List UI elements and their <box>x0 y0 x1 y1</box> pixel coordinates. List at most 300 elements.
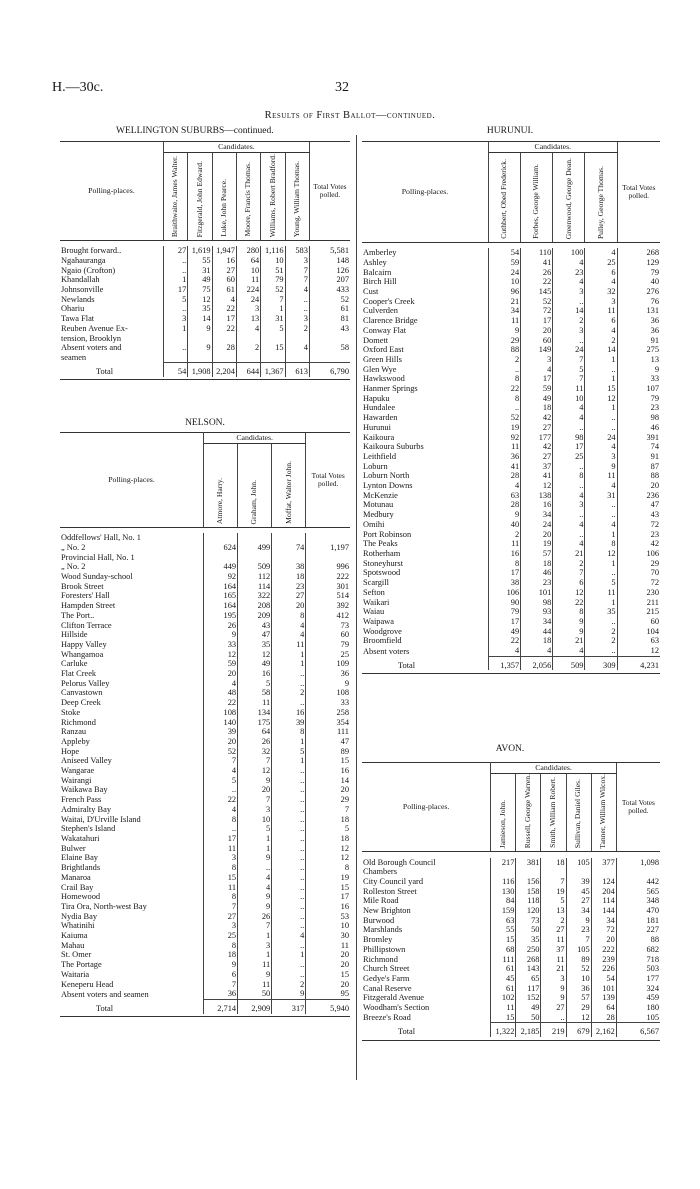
table-row <box>60 824 350 834</box>
polling-place-name: Oxford East <box>363 345 404 355</box>
vote-count-cell: 24 <box>236 295 260 305</box>
total-votes-cell: 20 <box>306 960 350 970</box>
vote-count-cell: 10 <box>238 815 272 825</box>
table-row <box>60 902 350 912</box>
polling-place-name: Waiau <box>363 607 385 617</box>
vote-count-cell: .. <box>272 853 306 863</box>
total-votes-cell: 23 <box>617 403 660 413</box>
vote-count-cell: 15 <box>491 1013 516 1023</box>
vote-count-cell: 12 <box>238 650 272 660</box>
vote-count-cell: .. <box>553 510 585 520</box>
total-votes-cell: 74 <box>617 442 660 452</box>
candidate-name-cell <box>236 152 260 240</box>
candidate-name: Tanner, William Wilcox. <box>598 773 608 849</box>
vote-count-cell: 28 <box>212 343 236 353</box>
candidate-name-cell <box>272 443 306 527</box>
vote-count-cell: 22 <box>488 384 520 394</box>
total-votes-cell: 15 <box>306 756 350 766</box>
candidate-name-cell <box>585 152 617 242</box>
candidate-name-cell <box>566 773 591 851</box>
vote-count-cell <box>236 353 260 363</box>
polling-place-name: Oddfellows' Hall, No. 1 <box>61 533 141 543</box>
total-value: 613 <box>285 363 309 377</box>
vote-count-cell: .. <box>553 297 585 307</box>
vote-count-cell <box>272 533 306 543</box>
vote-count-cell: .. <box>272 669 306 679</box>
total-votes-cell: 1,098 <box>616 858 660 868</box>
table-row <box>362 974 660 984</box>
total-votes-cell: 95 <box>306 989 350 999</box>
polling-place-name: Waikawa Bay <box>61 785 108 795</box>
vote-count-cell: 5 <box>163 295 187 305</box>
vote-count-cell: .. <box>585 617 617 627</box>
table-row <box>362 578 660 588</box>
table-row <box>60 543 350 553</box>
polling-place-name: Homewood <box>61 892 101 902</box>
vote-count-cell: 499 <box>238 543 272 553</box>
polling-place-name: Old Borough Council <box>363 857 436 867</box>
polling-place-name: Elaine Bay <box>61 853 98 863</box>
vote-count-cell: 624 <box>203 543 237 553</box>
vote-count-cell: 37 <box>541 945 566 955</box>
vote-count-cell: 101 <box>591 984 616 994</box>
vote-count-cell: 96 <box>488 287 520 297</box>
candidate-name-cell <box>285 152 309 240</box>
total-value: 309 <box>585 656 617 670</box>
vote-count-cell: 24 <box>521 520 553 530</box>
vote-count-cell: 23 <box>553 268 585 278</box>
table-row <box>60 669 350 679</box>
polling-place-name: Amberley <box>363 248 397 258</box>
vote-count-cell: 55 <box>491 925 516 935</box>
vote-count-cell: 24 <box>585 433 617 443</box>
total-votes-cell: 433 <box>309 285 350 295</box>
vote-count-cell <box>188 334 212 344</box>
vote-count-cell: 27 <box>541 925 566 935</box>
vote-count-cell: 33 <box>203 640 237 650</box>
vote-count-cell: 4 <box>553 646 585 656</box>
vote-count-cell: 4 <box>585 481 617 491</box>
candidate-name: Jamieson, John. <box>498 800 508 849</box>
vote-count-cell: 26 <box>521 268 553 278</box>
polling-places-header: Polling-places. <box>362 142 488 243</box>
vote-count-cell: 209 <box>238 611 272 621</box>
total-value: 1,367 <box>261 363 285 377</box>
candidate-name: Cuthbert, Obed Frederick. <box>499 159 509 239</box>
vote-count-cell: 8 <box>203 941 237 951</box>
total-votes-cell: 11 <box>306 941 350 951</box>
doc-reference: H.—30c. <box>52 80 104 95</box>
polling-place-name: Nydia Bay <box>61 911 98 921</box>
total-votes-cell: 15 <box>306 970 350 980</box>
total-votes-cell: 12 <box>306 844 350 854</box>
total-votes-cell: 412 <box>306 611 350 621</box>
vote-count-cell: 92 <box>203 572 237 582</box>
vote-count-cell: 6 <box>585 316 617 326</box>
total-votes-cell: 60 <box>306 630 350 640</box>
vote-count-cell: .. <box>272 824 306 834</box>
vote-count-cell: 9 <box>566 916 591 926</box>
polling-place-name: Wairangi <box>61 775 92 785</box>
total-value: 1,322 <box>491 1023 516 1037</box>
total-votes-cell <box>309 334 350 344</box>
polling-place-name: The Port.. <box>61 610 95 620</box>
total-value: 2,162 <box>591 1023 616 1037</box>
total-votes-cell: 514 <box>306 591 350 601</box>
vote-count-cell: .. <box>272 892 306 902</box>
vote-count-cell: .. <box>272 785 306 795</box>
total-votes-cell: 98 <box>617 413 660 423</box>
table-row <box>362 413 660 423</box>
polling-place-name: Rotherham <box>363 549 401 558</box>
vote-count-cell: 4 <box>553 258 585 268</box>
polling-place-name: Keneperu Head <box>61 979 114 989</box>
vote-count-cell: 3 <box>585 297 617 307</box>
total-row <box>60 999 350 1013</box>
vote-count-cell: 27 <box>521 452 553 462</box>
vote-count-cell: 3 <box>163 314 187 324</box>
vote-count-cell: 59 <box>488 258 520 268</box>
nelson-title: NELSON. <box>185 418 225 428</box>
vote-count-cell: 25 <box>553 452 585 462</box>
vote-count-cell: 50 <box>238 989 272 999</box>
total-votes-cell: 391 <box>617 433 660 443</box>
table-row <box>362 588 660 598</box>
vote-count-cell <box>285 353 309 363</box>
total-value: 6,567 <box>616 1023 660 1037</box>
candidates-header: Candidates. <box>491 763 616 774</box>
table-row <box>362 268 660 278</box>
vote-count-cell: 14 <box>188 314 212 324</box>
polling-place-name: Newlands <box>61 294 95 304</box>
vote-count-cell: 106 <box>488 588 520 598</box>
polling-places-header: Polling-places. <box>60 433 203 528</box>
total-votes-header: Total Votes polled. <box>617 142 660 243</box>
polling-place-name: Waikari <box>363 597 390 607</box>
vote-count-cell: 92 <box>488 433 520 443</box>
total-votes-cell: 72 <box>617 578 660 588</box>
polling-place-name: Gedye's Farm <box>363 973 410 983</box>
table-row <box>60 931 350 941</box>
total-votes-cell: 996 <box>306 562 350 572</box>
vote-count-cell: 34 <box>591 916 616 926</box>
vote-count-cell: .. <box>585 568 617 578</box>
table-row <box>362 355 660 365</box>
vote-count-cell: 3 <box>553 326 585 336</box>
polling-place-name: Pelorus Valley <box>61 678 110 688</box>
vote-count-cell: 34 <box>566 906 591 916</box>
candidates-header: Candidates. <box>488 142 617 153</box>
candidates-header: Candidates. <box>203 433 305 444</box>
total-value: 6,790 <box>309 363 350 377</box>
total-votes-cell: 87 <box>617 462 660 472</box>
vote-count-cell: .. <box>163 256 187 266</box>
vote-count-cell: 7 <box>553 568 585 578</box>
vote-count-cell: 9 <box>272 989 306 999</box>
vote-count-cell: 24 <box>488 268 520 278</box>
table-row <box>362 345 660 355</box>
vote-count-cell: 49 <box>516 1003 541 1013</box>
vote-count-cell: 149 <box>521 345 553 355</box>
vote-count-cell: 9 <box>541 984 566 994</box>
total-votes-cell: 91 <box>617 452 660 462</box>
polling-place-name: Mahau <box>61 940 85 950</box>
table-bottom-rule <box>362 1037 660 1040</box>
table-row <box>60 776 350 786</box>
vote-count-cell: 52 <box>566 964 591 974</box>
total-value: 317 <box>272 999 306 1013</box>
vote-count-cell: 120 <box>516 906 541 916</box>
table-row <box>60 950 350 960</box>
total-votes-cell: 181 <box>616 916 660 926</box>
total-votes-cell: 5 <box>306 824 350 834</box>
vote-count-cell: 28 <box>488 500 520 510</box>
polling-place-name: Brook Street <box>61 581 104 591</box>
vote-count-cell <box>163 334 187 344</box>
polling-place-name: Hampden Street <box>61 601 116 611</box>
vote-count-cell: 11 <box>236 275 260 285</box>
vote-count-cell: 63 <box>491 916 516 926</box>
table-row <box>362 520 660 530</box>
candidate-name: Braithwaite, James Walter. <box>170 155 180 237</box>
vote-count-cell: 20 <box>203 737 237 747</box>
vote-count-cell: 3 <box>285 314 309 324</box>
vote-count-cell: 27 <box>272 591 306 601</box>
total-value: 5,940 <box>306 999 350 1013</box>
vote-count-cell: 2 <box>585 336 617 346</box>
table-row <box>60 766 350 776</box>
table-row <box>362 384 660 394</box>
vote-count-cell: 1 <box>585 355 617 365</box>
polling-place-name: Green Hills <box>363 354 402 364</box>
vote-count-cell: 61 <box>212 285 236 295</box>
table-row <box>60 314 350 324</box>
table-row <box>362 646 660 656</box>
vote-count-cell: 134 <box>238 708 272 718</box>
total-votes-cell: 52 <box>309 295 350 305</box>
vote-count-cell: 11 <box>585 306 617 316</box>
vote-count-cell: .. <box>585 423 617 433</box>
vote-count-cell: 16 <box>272 708 306 718</box>
polling-place-name: Lynton Downs <box>363 481 413 491</box>
table-row <box>60 582 350 592</box>
vote-count-cell: 6 <box>585 268 617 278</box>
total-votes-cell: 43 <box>617 510 660 520</box>
vote-count-cell <box>188 353 212 363</box>
table-row <box>362 568 660 578</box>
vote-count-cell: 12 <box>585 549 617 559</box>
vote-count-cell: 3 <box>203 853 237 863</box>
polling-place-name: Chambers <box>363 867 397 877</box>
page-title: Results of First Ballot—continued. <box>264 110 436 121</box>
polling-places-header: Polling-places. <box>362 763 491 852</box>
vote-count-cell: .. <box>272 834 306 844</box>
candidate-name-cell <box>591 773 616 851</box>
polling-place-name: Breeze's Road <box>363 1013 411 1023</box>
vote-count-cell: 19 <box>488 423 520 433</box>
candidate-name-cell <box>238 443 272 527</box>
vote-count-cell: 4 <box>585 326 617 336</box>
total-votes-cell: 33 <box>617 374 660 384</box>
polling-place-name: Richmond <box>61 717 96 727</box>
vote-count-cell: 509 <box>238 562 272 572</box>
vote-count-cell: 7 <box>238 921 272 931</box>
vote-count-cell: 22 <box>212 304 236 314</box>
column-divider <box>356 135 357 1080</box>
vote-count-cell: 1 <box>585 598 617 608</box>
vote-count-cell: 31 <box>261 314 285 324</box>
polling-place-name: Conway Flat <box>363 325 407 335</box>
vote-count-cell <box>212 353 236 363</box>
vote-count-cell: 7 <box>566 935 591 945</box>
total-votes-cell: 718 <box>616 955 660 965</box>
vote-count-cell: 7 <box>553 355 585 365</box>
total-votes-cell: 442 <box>616 877 660 887</box>
vote-count-cell: 10 <box>488 277 520 287</box>
polling-place-name: Richmond <box>363 954 398 964</box>
vote-count-cell: 4 <box>272 630 306 640</box>
polling-place-name: Woodgrove <box>363 626 402 636</box>
vote-count-cell: 5 <box>238 679 272 689</box>
vote-count-cell: 2 <box>553 316 585 326</box>
candidate-name-cell <box>488 152 520 242</box>
polling-place-name: Whatinihi <box>61 921 95 931</box>
total-votes-cell: 148 <box>309 256 350 266</box>
vote-count-cell: 5 <box>203 776 237 786</box>
total-votes-cell: 19 <box>306 873 350 883</box>
vote-count-cell: 23 <box>566 925 591 935</box>
vote-count-cell: 2 <box>285 324 309 334</box>
vote-count-cell: 60 <box>212 275 236 285</box>
total-votes-cell: 227 <box>616 925 660 935</box>
table-row <box>60 650 350 660</box>
vote-count-cell: .. <box>238 863 272 873</box>
polling-place-name: Flat Creek <box>61 669 97 679</box>
total-row <box>362 1023 660 1037</box>
table-row <box>60 718 350 728</box>
polling-place-name: Hurunui <box>363 422 391 432</box>
table-row <box>60 601 350 611</box>
table-row <box>60 324 350 334</box>
table-row <box>60 266 350 276</box>
vote-count-cell: 89 <box>566 955 591 965</box>
vote-count-cell: 15 <box>203 873 237 883</box>
vote-count-cell: 102 <box>491 993 516 1003</box>
vote-count-cell: 130 <box>491 887 516 897</box>
total-value: 1,357 <box>488 656 520 670</box>
vote-count-cell: 9 <box>188 343 212 353</box>
table-row <box>362 326 660 336</box>
vote-count-cell: 2 <box>488 530 520 540</box>
candidate-name-cell <box>553 152 585 242</box>
vote-count-cell: 124 <box>591 877 616 887</box>
vote-count-cell: 4 <box>238 873 272 883</box>
total-votes-cell: 222 <box>306 572 350 582</box>
total-votes-cell: 16 <box>306 766 350 776</box>
total-votes-cell: 36 <box>617 316 660 326</box>
total-value: 509 <box>553 656 585 670</box>
candidate-name: Moore, Francis Thomas. <box>243 162 253 237</box>
total-votes-cell: 131 <box>617 306 660 316</box>
vote-count-cell: .. <box>163 304 187 314</box>
vote-count-cell: 1 <box>272 756 306 766</box>
vote-count-cell: 1 <box>272 659 306 669</box>
total-label: Total <box>398 660 416 670</box>
vote-count-cell: 11 <box>585 588 617 598</box>
vote-count-cell: 17 <box>521 316 553 326</box>
vote-count-cell: 8 <box>203 815 237 825</box>
vote-count-cell: 7 <box>238 756 272 766</box>
vote-count-cell: 1 <box>238 844 272 854</box>
vote-count-cell: 42 <box>521 442 553 452</box>
vote-count-cell: 583 <box>285 246 309 256</box>
vote-count-cell: 4 <box>585 520 617 530</box>
polling-place-name: Canvastown <box>61 688 103 698</box>
polling-place-name: Kaikoura Suburbs <box>363 442 424 452</box>
vote-count-cell: .. <box>272 805 306 815</box>
table-row <box>60 275 350 285</box>
polling-place-name: Canal Reserve <box>363 983 412 993</box>
vote-count-cell: 84 <box>491 896 516 906</box>
vote-count-cell: 11 <box>488 442 520 452</box>
vote-count-cell: 13 <box>236 314 260 324</box>
polling-place-name: Crail Bay <box>61 882 94 892</box>
total-votes-cell: 16 <box>306 902 350 912</box>
table-row <box>362 423 660 433</box>
vote-count-cell: 217 <box>491 858 516 868</box>
vote-count-cell <box>238 533 272 543</box>
vote-count-cell: 10 <box>236 266 260 276</box>
vote-count-cell <box>203 533 237 543</box>
vote-count-cell: 143 <box>516 964 541 974</box>
polling-place-name: Tira Ora, North-west Bay <box>61 901 147 911</box>
vote-count-cell: 35 <box>188 304 212 314</box>
table-row <box>60 621 350 631</box>
vote-count-cell <box>566 867 591 877</box>
vote-count-cell: 4 <box>285 343 309 353</box>
vote-count-cell: 4 <box>285 285 309 295</box>
vote-count-cell: .. <box>272 902 306 912</box>
vote-count-cell: .. <box>272 679 306 689</box>
polling-place-name: Scargill <box>363 578 389 588</box>
vote-count-cell: 63 <box>488 491 520 501</box>
vote-count-cell: 15 <box>491 935 516 945</box>
vote-count-cell: 165 <box>203 591 237 601</box>
vote-count-cell: 28 <box>488 471 520 481</box>
table-row <box>60 246 350 256</box>
vote-count-cell: 73 <box>516 916 541 926</box>
vote-count-cell: 3 <box>203 921 237 931</box>
vote-count-cell: 108 <box>203 708 237 718</box>
vote-count-cell <box>541 867 566 877</box>
header-row <box>362 142 660 153</box>
candidate-name: Russell, George Warren. <box>523 774 533 849</box>
vote-count-cell: 52 <box>488 413 520 423</box>
table-row <box>60 562 350 572</box>
total-votes-cell: 40 <box>617 277 660 287</box>
polling-place-name: Provincial Hall, No. 1 <box>61 552 135 562</box>
total-votes-cell: 61 <box>309 304 350 314</box>
polling-place-name: Brought forward.. <box>61 246 122 256</box>
table-row <box>362 896 660 906</box>
vote-count-cell: 13 <box>541 906 566 916</box>
vote-count-cell: 8 <box>203 892 237 902</box>
vote-count-cell: 4 <box>553 520 585 530</box>
vote-count-cell: 16 <box>238 669 272 679</box>
polling-place-name: Absent voters and seamen <box>61 989 149 999</box>
table-row <box>60 805 350 815</box>
polling-place-name: New Brighton <box>363 906 411 916</box>
